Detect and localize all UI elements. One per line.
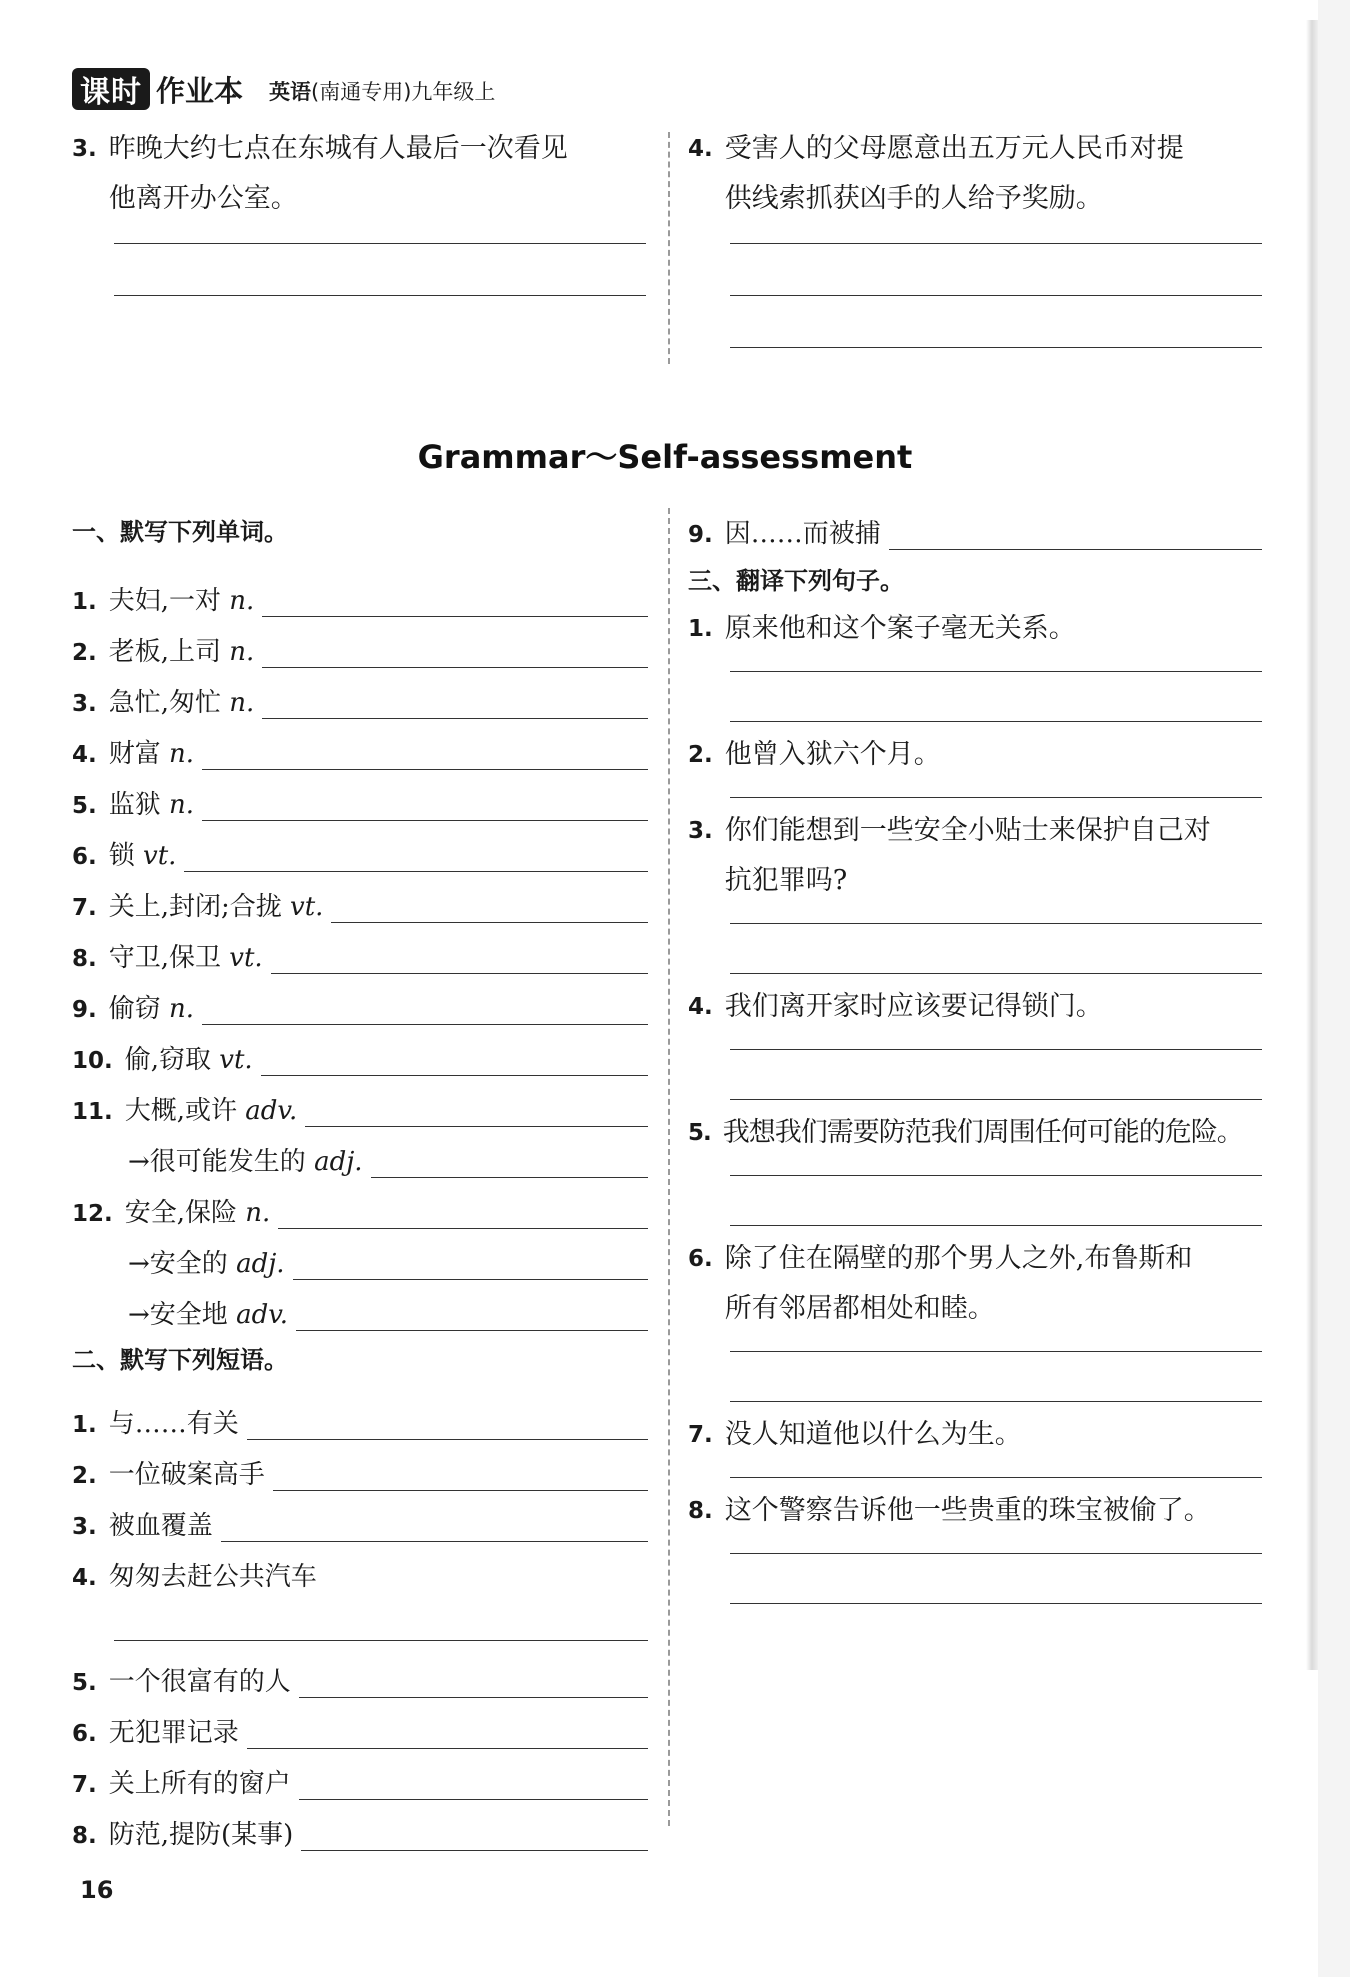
sentence-item: 8. 这个警察告诉他一些贵重的珠宝被偷了。 xyxy=(688,1495,1211,1526)
word-item: 11. 大概,或许 adv. xyxy=(72,1076,648,1127)
phrase-item: 8. 防范,提防(某事) xyxy=(72,1800,648,1851)
word-item: 9. 偷窃 n. xyxy=(72,974,648,1025)
phrase-item: 1. 与……有关 xyxy=(72,1389,648,1440)
answer-blank[interactable] xyxy=(202,743,648,770)
book-subtitle xyxy=(269,76,495,106)
answer-line[interactable] xyxy=(730,1476,1262,1478)
phrase-item: 5. 一个很富有的人 xyxy=(72,1647,648,1698)
answer-line[interactable] xyxy=(114,294,646,296)
top-left-item xyxy=(72,124,646,296)
answer-line[interactable] xyxy=(730,1602,1262,1604)
word-item: →安全地 adv. xyxy=(72,1280,648,1331)
answer-line[interactable] xyxy=(730,670,1262,672)
edition-label: (南通专用)九年级上 xyxy=(311,80,496,104)
answer-blank[interactable] xyxy=(278,1202,648,1229)
answer-blank[interactable] xyxy=(202,998,648,1025)
sentence-item: 3. 你们能想到一些安全小贴士来保护自己对 xyxy=(688,815,1211,846)
answer-line[interactable] xyxy=(730,1098,1262,1100)
page-shadow xyxy=(1318,0,1350,1977)
item-text: 昨晚大约七点在东城有人最后一次看见 xyxy=(108,133,568,164)
answer-blank[interactable] xyxy=(271,947,648,974)
answer-blank[interactable] xyxy=(247,1722,648,1749)
right-column: 9. 因……而被捕 三、翻译下列句子。 1. 原来他和这个案子毫无关系。 2. 他曾入狱六个月。 3. 你们能想到一些安全小贴士来保护自己对 抗犯罪吗? 4. 我们离开家时应该要记得锁门。 5. 我想我们需要防范我们周围任何可能的危险。 6. 除了住在隔壁的那个男人之外,布鲁斯和 所有邻居都相处和睦。 7. 没人知道他以什么为生。 8. 这个警察告诉他一些贵重的珠宝被偷了。 xyxy=(688,500,1262,1604)
answer-line[interactable] xyxy=(730,1552,1262,1554)
answer-line[interactable] xyxy=(730,1350,1262,1352)
word-item: 1. 夫妇,一对 n. xyxy=(72,566,648,617)
word-item: 6. 锁 vt. xyxy=(72,821,648,872)
word-item: →很可能发生的 adj. xyxy=(72,1127,648,1178)
page-number: 16 xyxy=(80,1876,114,1904)
subject-label: 英语 xyxy=(269,80,312,104)
answer-line[interactable] xyxy=(730,242,1262,244)
part3-heading: 三、翻译下列句子。 xyxy=(688,567,904,595)
answer-blank[interactable] xyxy=(296,1304,648,1331)
answer-line[interactable] xyxy=(730,346,1262,348)
answer-blank[interactable] xyxy=(247,1413,648,1440)
word-item: 12. 安全,保险 n. xyxy=(72,1178,648,1229)
answer-blank[interactable] xyxy=(299,1671,648,1698)
word-item: 8. 守卫,保卫 vt. xyxy=(72,923,648,974)
left-column xyxy=(72,512,648,1851)
answer-blank[interactable] xyxy=(221,1515,648,1542)
book-title: 作业本 xyxy=(156,73,244,108)
answer-blank[interactable] xyxy=(261,1049,648,1076)
sentence-item: 2. 他曾入狱六个月。 xyxy=(688,739,941,770)
word-item: 2. 老板,上司 n. xyxy=(72,617,648,668)
top-right-item xyxy=(688,124,1262,348)
answer-blank[interactable] xyxy=(301,1824,648,1851)
word-item: →安全的 adj. xyxy=(72,1229,648,1280)
part2-heading: 二、默写下列短语。 xyxy=(72,1346,288,1374)
answer-blank[interactable] xyxy=(202,794,648,821)
answer-line[interactable] xyxy=(730,1224,1262,1226)
answer-line[interactable] xyxy=(730,972,1262,974)
page-edge xyxy=(1306,20,1318,1670)
sentence-item: 1. 原来他和这个案子毫无关系。 xyxy=(688,613,1076,644)
answer-blank[interactable] xyxy=(299,1773,648,1800)
phrase-item: 9. 因……而被捕 xyxy=(688,500,1262,550)
item-text: 他离开办公室。 xyxy=(108,183,298,214)
page-header xyxy=(72,66,495,112)
word-item: 10. 偷,窃取 vt. xyxy=(72,1025,648,1076)
answer-blank[interactable] xyxy=(293,1253,648,1280)
answer-blank[interactable] xyxy=(889,523,1262,550)
word-item: 3. 急忙,匆忙 n. xyxy=(72,668,648,719)
word-item: 7. 关上,封闭;合拢 vt. xyxy=(72,872,648,923)
answer-line[interactable] xyxy=(730,1048,1262,1050)
answer-line[interactable] xyxy=(730,720,1262,722)
word-item: 5. 监狱 n. xyxy=(72,770,648,821)
answer-line[interactable] xyxy=(730,1400,1262,1402)
item-text: 供线索抓获凶手的人给予奖励。 xyxy=(724,183,1103,214)
answer-line[interactable] xyxy=(114,242,646,244)
item-number: 4. xyxy=(688,136,713,162)
phrase-item: 2. 一位破案高手 xyxy=(72,1440,648,1491)
answer-line[interactable] xyxy=(114,1639,648,1641)
item-text: 受害人的父母愿意出五万元人民币对提 xyxy=(724,133,1184,164)
answer-blank[interactable] xyxy=(371,1151,648,1178)
word-item: 4. 财富 n. xyxy=(72,719,648,770)
phrase-item: 6. 无犯罪记录 xyxy=(72,1698,648,1749)
phrase-item: 4. 匆匆去赶公共汽车 xyxy=(72,1561,317,1592)
main-column-divider xyxy=(668,508,670,1826)
sentence-item: 7. 没人知道他以什么为生。 xyxy=(688,1419,1022,1450)
section-title: Grammar～Self-assessment xyxy=(417,438,913,476)
sentence-item: 4. 我们离开家时应该要记得锁门。 xyxy=(688,991,1103,1022)
sentence-item: 6. 除了住在隔壁的那个男人之外,布鲁斯和 xyxy=(688,1243,1193,1274)
phrase-item: 7. 关上所有的窗户 xyxy=(72,1749,648,1800)
top-column-divider xyxy=(668,132,670,364)
answer-blank[interactable] xyxy=(262,692,648,719)
part1-heading: 一、默写下列单词。 xyxy=(72,518,288,546)
answer-blank[interactable] xyxy=(184,845,648,872)
answer-blank[interactable] xyxy=(273,1464,648,1491)
answer-blank[interactable] xyxy=(305,1100,648,1127)
answer-line[interactable] xyxy=(730,1174,1262,1176)
item-number: 3. xyxy=(72,136,97,162)
answer-blank[interactable] xyxy=(262,641,648,668)
sentence-item: 5. 我想我们需要防范我们周围任何可能的危险。 xyxy=(688,1117,1243,1148)
answer-blank[interactable] xyxy=(262,590,648,617)
answer-line[interactable] xyxy=(730,796,1262,798)
answer-line[interactable] xyxy=(730,294,1262,296)
phrase-item: 3. 被血覆盖 xyxy=(72,1491,648,1542)
answer-blank[interactable] xyxy=(331,896,648,923)
book-logo: 课时 xyxy=(72,68,150,110)
answer-line[interactable] xyxy=(730,922,1262,924)
